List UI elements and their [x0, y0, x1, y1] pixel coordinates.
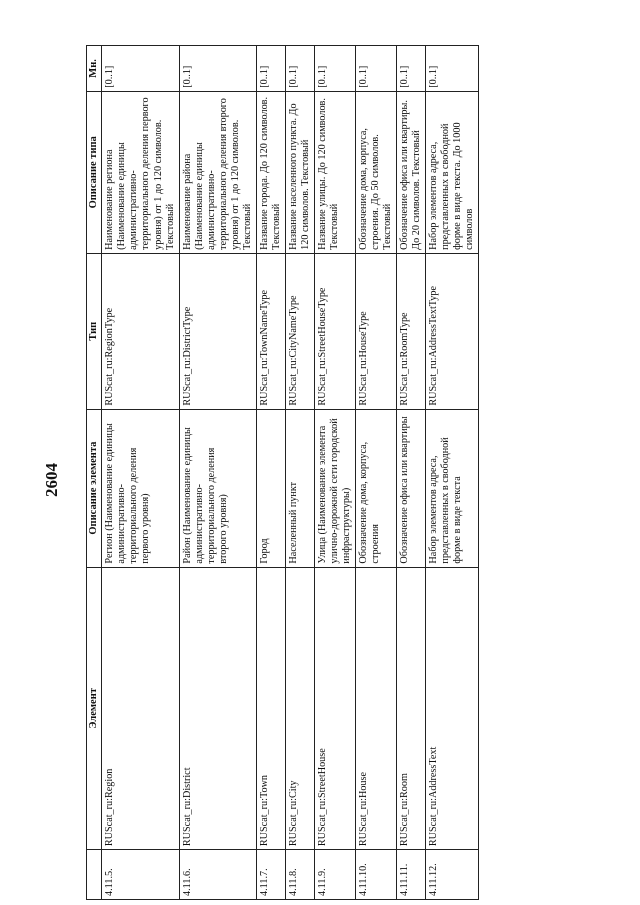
header-type-desc: Описание типа: [87, 91, 102, 253]
row-element-desc: Населенный пункт: [285, 409, 314, 567]
table-row: [397, 46, 426, 900]
table-header-row: [87, 46, 102, 900]
row-multiplicity: [0..1]: [256, 46, 285, 92]
row-multiplicity: [0..1]: [314, 46, 355, 92]
row-type: RUScat_ru:DistrictType: [179, 253, 256, 409]
table-row: [355, 46, 396, 900]
row-type: RUScat_ru:StreetHouseType: [314, 253, 355, 409]
row-type: RUScat_ru:RoomType: [397, 253, 426, 409]
row-element-desc: Обозначение дома, корпуса, строения: [355, 409, 396, 567]
spec-table: [86, 45, 479, 900]
row-number: 4.11.11.: [397, 850, 426, 900]
row-multiplicity: [0..1]: [179, 46, 256, 92]
row-number: 4.11.8.: [285, 850, 314, 900]
row-multiplicity: [0..1]: [397, 46, 426, 92]
row-element: RUScat_ru:Town: [256, 567, 285, 850]
header-num-blank: [87, 850, 102, 900]
row-element: RUScat_ru:District: [179, 567, 256, 850]
row-number: 4.11.12.: [426, 850, 479, 900]
header-type: Тип: [87, 253, 102, 409]
table-row: [285, 46, 314, 900]
row-type: RUScat_ru:CityNameType: [285, 253, 314, 409]
table-row: [426, 46, 479, 900]
row-multiplicity: [0..1]: [285, 46, 314, 92]
row-number: 4.11.9.: [314, 850, 355, 900]
row-type-desc: Обозначение офиса или квартиры. До 20 символов. Текстовый: [397, 91, 426, 253]
row-element: RUScat_ru:City: [285, 567, 314, 850]
row-element: RUScat_ru:AddressText: [426, 567, 479, 850]
row-element-desc: Набор элементов адреса, представленных в свободной форме в виде текста: [426, 409, 479, 567]
rotated-table-stage: [86, 30, 486, 900]
row-number: 4.11.6.: [179, 850, 256, 900]
page-number: 2604: [42, 463, 61, 497]
row-element-desc: Регион (Наименование единицы административно-территориального деления первого уровня): [102, 409, 179, 567]
row-number: 4.11.7.: [256, 850, 285, 900]
row-number: 4.11.5.: [102, 850, 179, 900]
table-row: [314, 46, 355, 900]
row-element-desc: Район (Наименование единицы административно-территориального деления второго уровня): [179, 409, 256, 567]
row-type-desc: Наименование района (Наименование единицы административно-территориального деления второго уровня) от 1 до 120 символов. Текстовый: [179, 91, 256, 253]
table-row: [256, 46, 285, 900]
table-row: [102, 46, 179, 900]
row-multiplicity: [0..1]: [426, 46, 479, 92]
row-multiplicity: [0..1]: [355, 46, 396, 92]
row-type-desc: Название населенного пункта. До 120 символов. Текстовый: [285, 91, 314, 253]
row-type-desc: Наименование региона (Наименование единицы административно-территориального деления первого уровня) от 1 до 120 символов. Текстовый: [102, 91, 179, 253]
row-element-desc: Улица (Наименование элемента улично-дорожной сети городской инфраструктуры): [314, 409, 355, 567]
row-type-desc: Название города. До 120 символов. Текстовый: [256, 91, 285, 253]
row-type: RUScat_ru:RegionType: [102, 253, 179, 409]
row-element: RUScat_ru:StreetHouse: [314, 567, 355, 850]
row-number: 4.11.10.: [355, 850, 396, 900]
row-element: RUScat_ru:Room: [397, 567, 426, 850]
row-element-desc: Город: [256, 409, 285, 567]
row-element-desc: Обозначение офиса или квартиры: [397, 409, 426, 567]
table-row: [179, 46, 256, 900]
row-type-desc: Набор элементов адреса, представленных в свободной форме в виде текста. До 1000 символов: [426, 91, 479, 253]
header-element-desc: Описание элемента: [87, 409, 102, 567]
header-multiplicity: Мн.: [87, 46, 102, 92]
row-type: RUScat_ru:AddressTextType: [426, 253, 479, 409]
row-element: RUScat_ru:House: [355, 567, 396, 850]
row-element: RUScat_ru:Region: [102, 567, 179, 850]
row-type-desc: Название улицы. До 120 символов. Текстовый: [314, 91, 355, 253]
row-multiplicity: [0..1]: [102, 46, 179, 92]
row-type: RUScat_ru:HouseType: [355, 253, 396, 409]
header-element: Элемент: [87, 567, 102, 850]
row-type: RUScat_ru:TownNameType: [256, 253, 285, 409]
row-type-desc: Обозначение дома, корпуса, строения. До 50 символов. Текстовый: [355, 91, 396, 253]
